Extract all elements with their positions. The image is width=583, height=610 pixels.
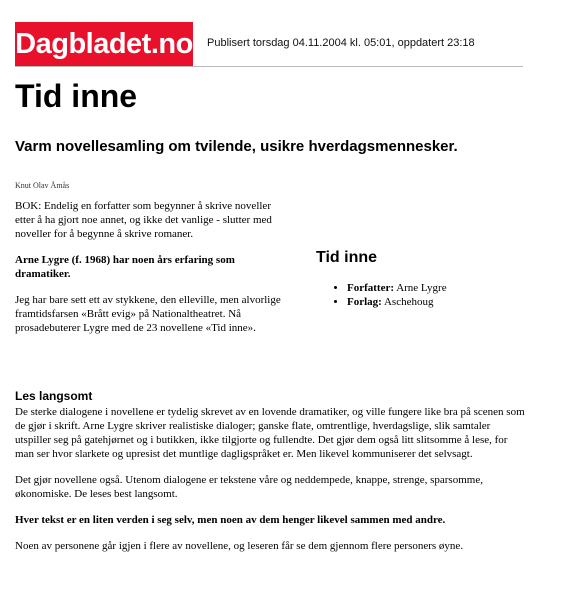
article-byline: Knut Olav Åmås	[15, 181, 70, 190]
article-title: Tid inne	[15, 78, 138, 114]
article-body	[15, 389, 525, 565]
body-paragraph: Jeg har bare sett ett av stykkene, den elleville, men alvorlige framtidsfarsen «Brått evig» på Nationaltheatret. Nå prosadebuterer Lygre med de 23 novellene «Tid inne».	[15, 294, 281, 334]
factbox-item-author	[347, 281, 516, 295]
dagbladet-logo[interactable]: Dagbladet.no	[15, 22, 193, 66]
factbox-label: Forfatter:	[347, 282, 395, 294]
masthead	[15, 22, 523, 67]
article-ingress: Varm novellesamling om tvilende, usikre hverdagsmennesker.	[15, 138, 458, 155]
body-paragraph: De sterke dialogene i novellene er tydelig skrevet av en lovende dramatiker, og ville fungere like bra på scenen som de gjør i skrift. Arne Lygre skriver realistiske dialoger; ganske flate, omtrentlige, hverdagslige, slik samtaler utspiller seg på gatehjørnet og i butikken, ikke tilgjorte og fullendte. Det gjør dem også litt slitsomme å lese, for man ser hvor slarkete og upresist det muntlige dagligspråket er. Men likevel kommuniserer det selvsagt.	[15, 406, 525, 460]
factbox-label: Forlag:	[347, 296, 382, 308]
factbox-title: Tid inne	[316, 249, 378, 266]
body-paragraph: Noen av personene går igjen i flere av novellene, og leseren får se dem gjennom flere personers øyne.	[15, 540, 464, 552]
published-timestamp: Publisert torsdag 04.11.2004 kl. 05:01, oppdatert 23:18	[207, 37, 475, 49]
section-heading: Les langsomt	[15, 389, 93, 403]
article-intro-column	[15, 199, 285, 347]
factbox-item-publisher	[347, 295, 516, 309]
factbox-value: Aschehoug	[383, 296, 434, 308]
factbox-value: Arne Lygre	[396, 282, 447, 294]
intro-paragraph: BOK: Endelig en forfatter som begynner å skrive noveller etter å ha gjort noe annet, og ikke det vanlige - slutter med noveller for å begynne å skrive romaner.	[15, 200, 272, 240]
lead-paragraph: Arne Lygre (f. 1968) har noen års erfaring som dramatiker.	[15, 254, 235, 280]
factbox-list	[316, 281, 516, 309]
bold-paragraph: Hver tekst er en liten verden i seg selv, men noen av dem henger likevel sammen med andre.	[15, 514, 446, 526]
book-factbox	[316, 247, 516, 309]
body-paragraph: Det gjør novellene også. Utenom dialogene er tekstene våre og neddempede, knappe, strenge, sparsomme, økonomiske. De leses best langsomt.	[15, 474, 483, 500]
